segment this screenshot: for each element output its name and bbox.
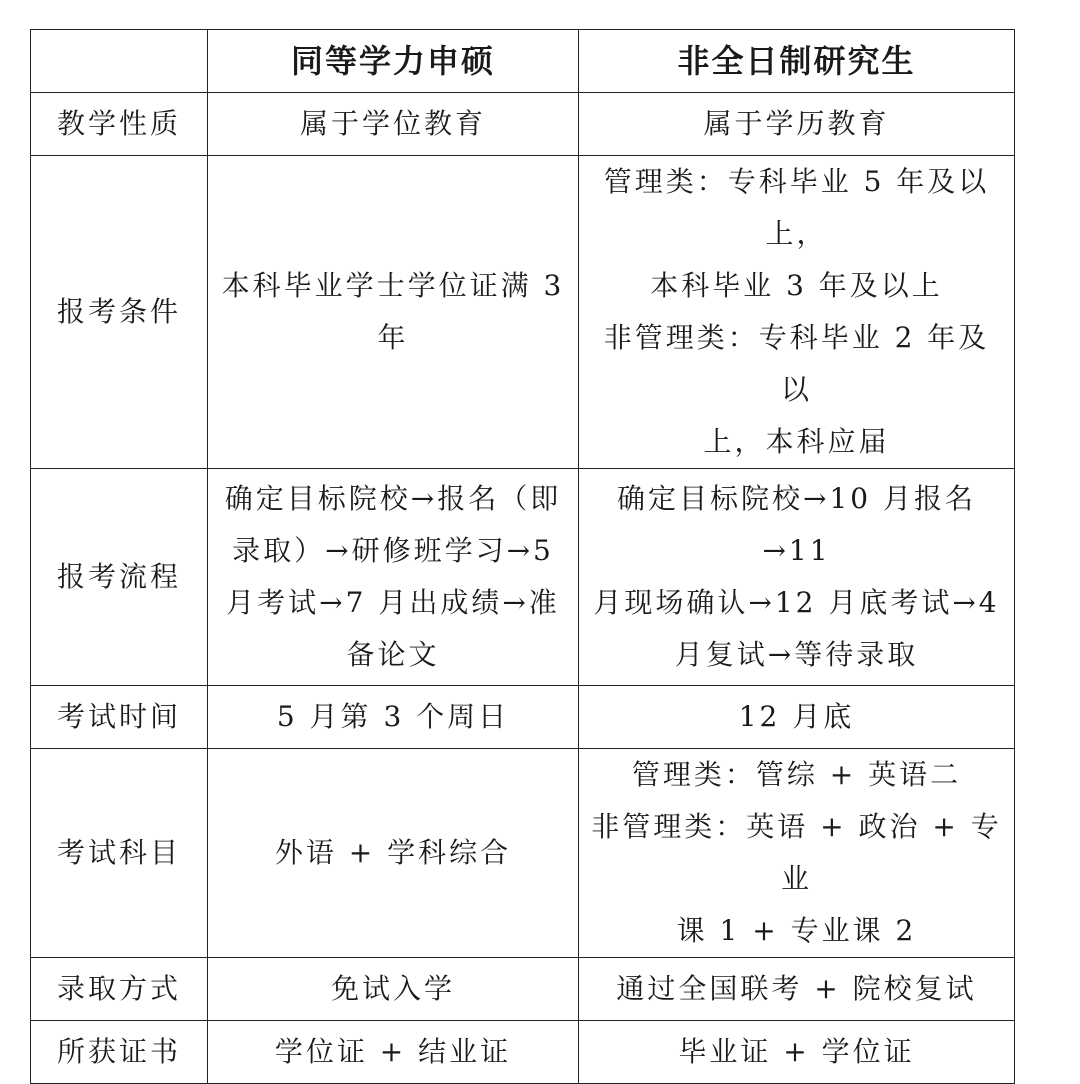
cell-line: 管理类：专科毕业 5 年及以上， xyxy=(603,165,990,250)
row-label: 报考条件 xyxy=(31,156,208,469)
cell-line: 属于学位教育 xyxy=(299,107,486,140)
cell-col1 xyxy=(208,1021,579,1084)
cell-line: 管理类：管综 + 英语二 xyxy=(631,758,962,791)
row-label: 考试科目 xyxy=(31,749,208,958)
row-label: 考试时间 xyxy=(31,686,208,749)
cell-col2 xyxy=(579,469,1015,686)
header-row xyxy=(31,30,1015,93)
cell-line: 月现场确认→12 月底考试→4 xyxy=(593,586,1000,619)
corner-cell xyxy=(31,30,208,93)
cell-line: 通过全国联考 + 院校复试 xyxy=(616,972,977,1005)
cell-line: 非管理类：专科毕业 2 年及以 xyxy=(603,321,990,406)
cell-col1 xyxy=(208,749,579,958)
cell-line: 确定目标院校→10 月报名→11 xyxy=(617,482,976,567)
cell-col2 xyxy=(579,1021,1015,1084)
cell-line: 属于学历教育 xyxy=(703,107,890,140)
cell-col2 xyxy=(579,156,1015,469)
cell-line: 本科毕业学士学位证满 3 xyxy=(221,269,565,302)
cell-col2 xyxy=(579,93,1015,156)
cell-line: 5 月第 3 个周日 xyxy=(276,700,510,733)
cell-line: 月考试→7 月出成绩→准 xyxy=(226,586,560,619)
table-row xyxy=(31,958,1015,1021)
cell-col1 xyxy=(208,469,579,686)
cell-col1 xyxy=(208,156,579,469)
cell-line: 录取）→研修班学习→5 xyxy=(232,534,554,567)
cell-line: 备论文 xyxy=(346,638,440,671)
cell-col1 xyxy=(208,686,579,749)
cell-col2 xyxy=(579,749,1015,958)
table-row xyxy=(31,749,1015,958)
table-row xyxy=(31,156,1015,469)
row-label: 教学性质 xyxy=(31,93,208,156)
table-row xyxy=(31,686,1015,749)
table-row xyxy=(31,93,1015,156)
cell-line: 本科毕业 3 年及以上 xyxy=(650,269,943,302)
cell-col2 xyxy=(579,958,1015,1021)
cell-col1 xyxy=(208,958,579,1021)
cell-line: 月复试→等待录取 xyxy=(674,638,919,671)
cell-col2 xyxy=(579,686,1015,749)
cell-line: 毕业证 + 学位证 xyxy=(678,1035,915,1068)
table-row xyxy=(31,469,1015,686)
cell-line: 非管理类：英语 + 政治 + 专业 xyxy=(591,810,1002,895)
cell-line: 上，本科应届 xyxy=(703,425,890,458)
cell-line: 外语 + 学科综合 xyxy=(274,836,512,869)
row-label: 报考流程 xyxy=(31,469,208,686)
comparison-table xyxy=(30,29,1015,1084)
column-header-part-time-graduate: 非全日制研究生 xyxy=(579,30,1015,93)
cell-line: 课 1 + 专业课 2 xyxy=(676,914,917,947)
row-label: 录取方式 xyxy=(31,958,208,1021)
table-row xyxy=(31,1021,1015,1084)
cell-col1 xyxy=(208,93,579,156)
cell-line: 学位证 + 结业证 xyxy=(274,1035,512,1068)
cell-line: 免试入学 xyxy=(330,972,455,1005)
cell-line: 年 xyxy=(377,321,409,354)
column-header-equivalent-degree: 同等学力申硕 xyxy=(208,30,579,93)
cell-line: 12 月底 xyxy=(738,700,855,733)
cell-line: 确定目标院校→报名（即 xyxy=(224,482,562,515)
row-label: 所获证书 xyxy=(31,1021,208,1084)
